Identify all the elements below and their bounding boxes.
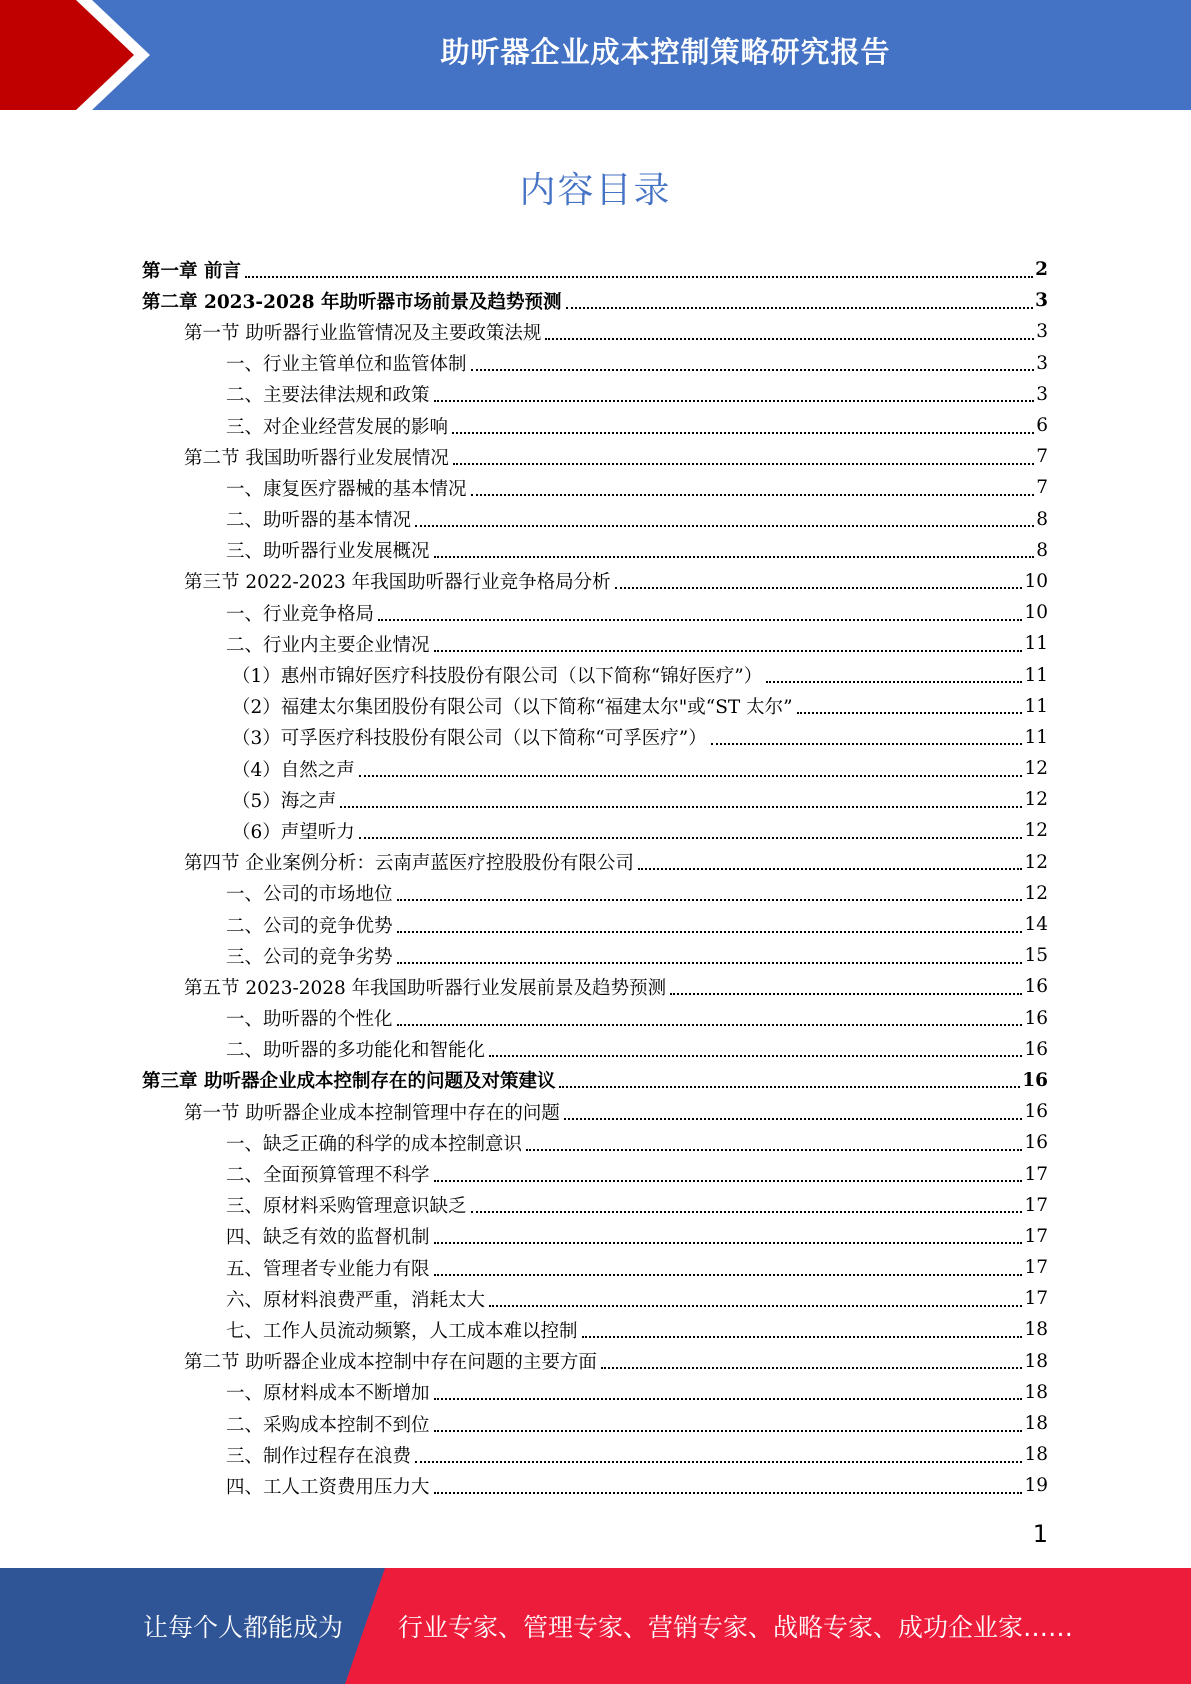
toc-entry-page: 12 — [1024, 851, 1048, 873]
toc-dot-leader — [564, 1118, 1023, 1120]
toc-entry-page: 3 — [1036, 352, 1048, 374]
toc-entry-page: 17 — [1024, 1225, 1048, 1247]
toc-dot-leader — [766, 681, 1022, 683]
toc-entry[interactable] — [142, 1003, 1048, 1034]
toc-entry-label: 第五节 2023-2028 年我国助听器行业发展前景及趋势预测 — [184, 977, 667, 999]
toc-entry[interactable] — [142, 348, 1048, 379]
toc-dot-leader — [434, 1492, 1023, 1494]
header-band — [0, 0, 1191, 110]
toc-dot-leader — [797, 712, 1023, 714]
toc-entry-page: 18 — [1024, 1413, 1048, 1435]
toc-entry-page: 12 — [1024, 820, 1048, 842]
toc-entry-label: 七、工作人员流动频繁，人工成本难以控制 — [226, 1320, 578, 1342]
toc-entry-page: 12 — [1024, 758, 1048, 780]
toc-entry-label: （5）海之声 — [232, 790, 337, 812]
toc-entry[interactable] — [142, 254, 1048, 285]
toc-entry[interactable] — [142, 753, 1048, 784]
toc-dot-leader — [638, 868, 1023, 870]
toc-entry[interactable] — [142, 597, 1048, 628]
toc-entry-label: （4）自然之声 — [232, 759, 355, 781]
toc-entry-page: 18 — [1024, 1319, 1048, 1341]
toc-entry[interactable] — [142, 441, 1048, 472]
toc-dot-leader — [582, 1336, 1023, 1338]
toc-dot-leader — [397, 962, 1023, 964]
toc-entry-page: 11 — [1024, 726, 1048, 748]
toc-entry[interactable] — [142, 1408, 1048, 1439]
toc-heading: 内容目录 — [519, 170, 672, 211]
toc-entry[interactable] — [142, 1096, 1048, 1127]
toc-entry-label: 三、对企业经营发展的影响 — [226, 416, 449, 438]
toc-entry-page: 7 — [1036, 446, 1048, 468]
toc-entry-label: 三、制作过程存在浪费 — [226, 1445, 412, 1467]
toc-entry-label: 五、管理者专业能力有限 — [226, 1258, 430, 1280]
toc-entry-label: 第二节 助听器企业成本控制中存在问题的主要方面 — [184, 1352, 597, 1374]
toc-entry-page: 17 — [1024, 1194, 1048, 1216]
toc-entry[interactable] — [142, 1283, 1048, 1314]
toc-entry-page: 10 — [1024, 602, 1048, 624]
toc-entry-page: 16 — [1024, 1101, 1048, 1123]
toc-dot-leader — [397, 1024, 1023, 1026]
toc-entry-label: 一、助听器的个性化 — [226, 1009, 393, 1031]
toc-entry-label: 四、缺乏有效的监督机制 — [226, 1227, 430, 1249]
table-of-contents — [142, 254, 1048, 1502]
toc-dot-leader — [415, 1461, 1022, 1463]
toc-dot-leader — [526, 1149, 1022, 1151]
toc-entry-page: 11 — [1024, 633, 1048, 655]
toc-entry-label: 第一章 前言 — [142, 260, 241, 282]
toc-entry-label: 二、全面预算管理不科学 — [226, 1165, 430, 1187]
toc-dot-leader — [434, 556, 1035, 558]
toc-entry-label: 第一节 助听器行业监管情况及主要政策法规 — [184, 322, 542, 344]
toc-entry[interactable] — [142, 628, 1048, 659]
toc-entry[interactable] — [142, 1034, 1048, 1065]
toc-entry[interactable] — [142, 1158, 1048, 1189]
toc-entry-label: 第二节 我国助听器行业发展情况 — [184, 447, 449, 469]
toc-entry[interactable] — [142, 909, 1048, 940]
toc-entry[interactable] — [142, 285, 1048, 316]
toc-entry[interactable] — [142, 1470, 1048, 1501]
toc-entry[interactable] — [142, 940, 1048, 971]
toc-entry-page: 3 — [1035, 290, 1048, 312]
toc-entry-label: （2）福建太尔集团股份有限公司（以下简称“福建太尔"或“ST 太尔” — [232, 697, 793, 719]
toc-entry-page: 19 — [1024, 1475, 1048, 1497]
toc-entry-label: 三、助听器行业发展概况 — [226, 541, 430, 563]
toc-entry-page: 17 — [1024, 1163, 1048, 1185]
toc-dot-leader — [434, 400, 1035, 402]
toc-entry-label: 二、采购成本控制不到位 — [226, 1414, 430, 1436]
toc-entry[interactable] — [142, 410, 1048, 441]
toc-entry-page: 18 — [1024, 1381, 1048, 1403]
toc-entry-page: 12 — [1024, 882, 1048, 904]
toc-entry-page: 16 — [1024, 976, 1048, 998]
toc-entry[interactable] — [142, 379, 1048, 410]
toc-entry-page: 16 — [1024, 1132, 1048, 1154]
toc-entry[interactable] — [142, 1439, 1048, 1470]
footer-band — [0, 1568, 1191, 1684]
toc-entry-label: 三、公司的竞争劣势 — [226, 946, 393, 968]
toc-dot-leader — [415, 525, 1034, 527]
toc-entry-label: （3）可孚医疗科技股份有限公司（以下简称“可孚医疗”） — [232, 728, 707, 750]
toc-entry[interactable] — [142, 878, 1048, 909]
toc-entry-label: 四、工人工资费用压力大 — [226, 1476, 430, 1498]
toc-entry-label: 一、公司的市场地位 — [226, 884, 393, 906]
toc-entry-label: 二、行业内主要企业情况 — [226, 634, 430, 656]
toc-dot-leader — [245, 276, 1033, 278]
toc-entry-page: 16 — [1024, 1038, 1048, 1060]
toc-entry-label: 第三章 助听器企业成本控制存在的问题及对策建议 — [142, 1071, 556, 1093]
toc-entry-label: 第三节 2022-2023 年我国助听器行业竞争格局分析 — [184, 572, 611, 594]
footer-slogan-left: 让每个人都能成为 — [143, 1613, 344, 1642]
toc-entry[interactable] — [142, 1190, 1048, 1221]
toc-dot-leader — [566, 307, 1034, 309]
toc-entry[interactable] — [142, 1346, 1048, 1377]
toc-dot-leader — [545, 338, 1034, 340]
toc-entry-label: 第四节 企业案例分析：云南声蓝医疗控股股份有限公司 — [184, 853, 634, 875]
toc-entry-page: 12 — [1024, 789, 1048, 811]
toc-entry-page: 15 — [1024, 945, 1048, 967]
report-title: 助听器企业成本控制策略研究报告 — [440, 34, 891, 69]
toc-entry-label: 二、助听器的多功能化和智能化 — [226, 1040, 486, 1062]
toc-entry[interactable] — [142, 535, 1048, 566]
toc-entry-label: 一、康复医疗器械的基本情况 — [226, 478, 467, 500]
toc-entry-label: 第一节 助听器企业成本控制管理中存在的问题 — [184, 1102, 560, 1124]
toc-entry-page: 16 — [1022, 1069, 1048, 1091]
toc-entry-page: 17 — [1024, 1288, 1048, 1310]
toc-dot-leader — [453, 463, 1034, 465]
toc-entry-page: 3 — [1036, 321, 1048, 343]
toc-entry[interactable] — [142, 971, 1048, 1002]
toc-entry[interactable] — [142, 504, 1048, 535]
toc-entry-label: （6）声望听力 — [232, 821, 355, 843]
toc-dot-leader — [452, 432, 1034, 434]
toc-entry[interactable] — [142, 1221, 1048, 1252]
toc-entry-label: 三、原材料采购管理意识缺乏 — [226, 1196, 467, 1218]
toc-entry[interactable] — [142, 1065, 1048, 1096]
toc-dot-leader — [359, 775, 1023, 777]
toc-entry[interactable] — [142, 722, 1048, 753]
toc-dot-leader — [434, 1180, 1023, 1182]
header-chevron-icon — [0, 0, 150, 110]
toc-entry-label: 第二章 2023-2028 年助听器市场前景及趋势预测 — [142, 291, 562, 313]
toc-dot-leader — [397, 931, 1023, 933]
toc-entry-label: 二、公司的竞争优势 — [226, 915, 393, 937]
toc-entry[interactable] — [142, 784, 1048, 815]
toc-entry[interactable] — [142, 1252, 1048, 1283]
toc-entry-label: 二、助听器的基本情况 — [226, 510, 412, 532]
toc-entry-page: 18 — [1024, 1350, 1048, 1372]
toc-entry-page: 18 — [1024, 1444, 1048, 1466]
toc-dot-leader — [471, 369, 1035, 371]
toc-dot-leader — [397, 899, 1023, 901]
toc-entry-label: （1）惠州市锦好医疗科技股份有限公司（以下简称“锦好医疗”） — [232, 666, 763, 688]
toc-dot-leader — [711, 743, 1023, 745]
toc-dot-leader — [489, 1305, 1022, 1307]
toc-dot-leader — [471, 494, 1035, 496]
toc-entry[interactable] — [142, 1377, 1048, 1408]
toc-dot-leader — [434, 650, 1023, 652]
toc-entry-label: 一、原材料成本不断增加 — [226, 1383, 430, 1405]
toc-dot-leader — [601, 1367, 1023, 1369]
toc-dot-leader — [670, 993, 1022, 995]
toc-entry-page: 17 — [1024, 1257, 1048, 1279]
toc-entry-page: 6 — [1036, 415, 1048, 437]
toc-entry-page: 11 — [1024, 664, 1048, 686]
toc-entry[interactable] — [142, 1127, 1048, 1158]
toc-entry-page: 3 — [1036, 383, 1048, 405]
toc-dot-leader — [378, 619, 1022, 621]
footer-slogan-right: 行业专家、管理专家、营销专家、战略专家、成功企业家…… — [398, 1613, 1074, 1642]
toc-dot-leader — [559, 1086, 1020, 1088]
toc-entry-page: 7 — [1036, 477, 1048, 499]
toc-dot-leader — [434, 1430, 1023, 1432]
toc-dot-leader — [489, 1055, 1022, 1057]
toc-entry-page: 11 — [1024, 695, 1048, 717]
toc-entry-page: 16 — [1024, 1007, 1048, 1029]
toc-entry[interactable] — [142, 659, 1048, 690]
toc-entry-page: 8 — [1036, 508, 1048, 530]
toc-entry[interactable] — [142, 815, 1048, 846]
toc-entry[interactable] — [142, 316, 1048, 347]
toc-entry[interactable] — [142, 472, 1048, 503]
toc-entry-label: 一、行业主管单位和监管体制 — [226, 354, 467, 376]
toc-dot-leader — [434, 1242, 1023, 1244]
toc-entry-page: 8 — [1036, 539, 1048, 561]
toc-dot-leader — [340, 806, 1022, 808]
toc-dot-leader — [359, 837, 1023, 839]
toc-dot-leader — [434, 1274, 1023, 1276]
toc-entry-page: 10 — [1024, 570, 1048, 592]
toc-entry-label: 六、原材料浪费严重，消耗太大 — [226, 1289, 486, 1311]
toc-dot-leader — [434, 1398, 1023, 1400]
page-number: 1 — [1032, 1520, 1048, 1548]
toc-entry-page: 14 — [1024, 914, 1048, 936]
toc-entry[interactable] — [142, 847, 1048, 878]
toc-entry[interactable] — [142, 691, 1048, 722]
toc-dot-leader — [615, 587, 1023, 589]
toc-entry-page: 2 — [1035, 259, 1048, 281]
toc-entry-label: 一、缺乏正确的科学的成本控制意识 — [226, 1133, 523, 1155]
toc-entry-label: 一、行业竞争格局 — [226, 603, 375, 625]
toc-entry[interactable] — [142, 566, 1048, 597]
toc-entry-label: 二、主要法律法规和政策 — [226, 385, 430, 407]
toc-entry[interactable] — [142, 1314, 1048, 1345]
toc-dot-leader — [471, 1211, 1023, 1213]
